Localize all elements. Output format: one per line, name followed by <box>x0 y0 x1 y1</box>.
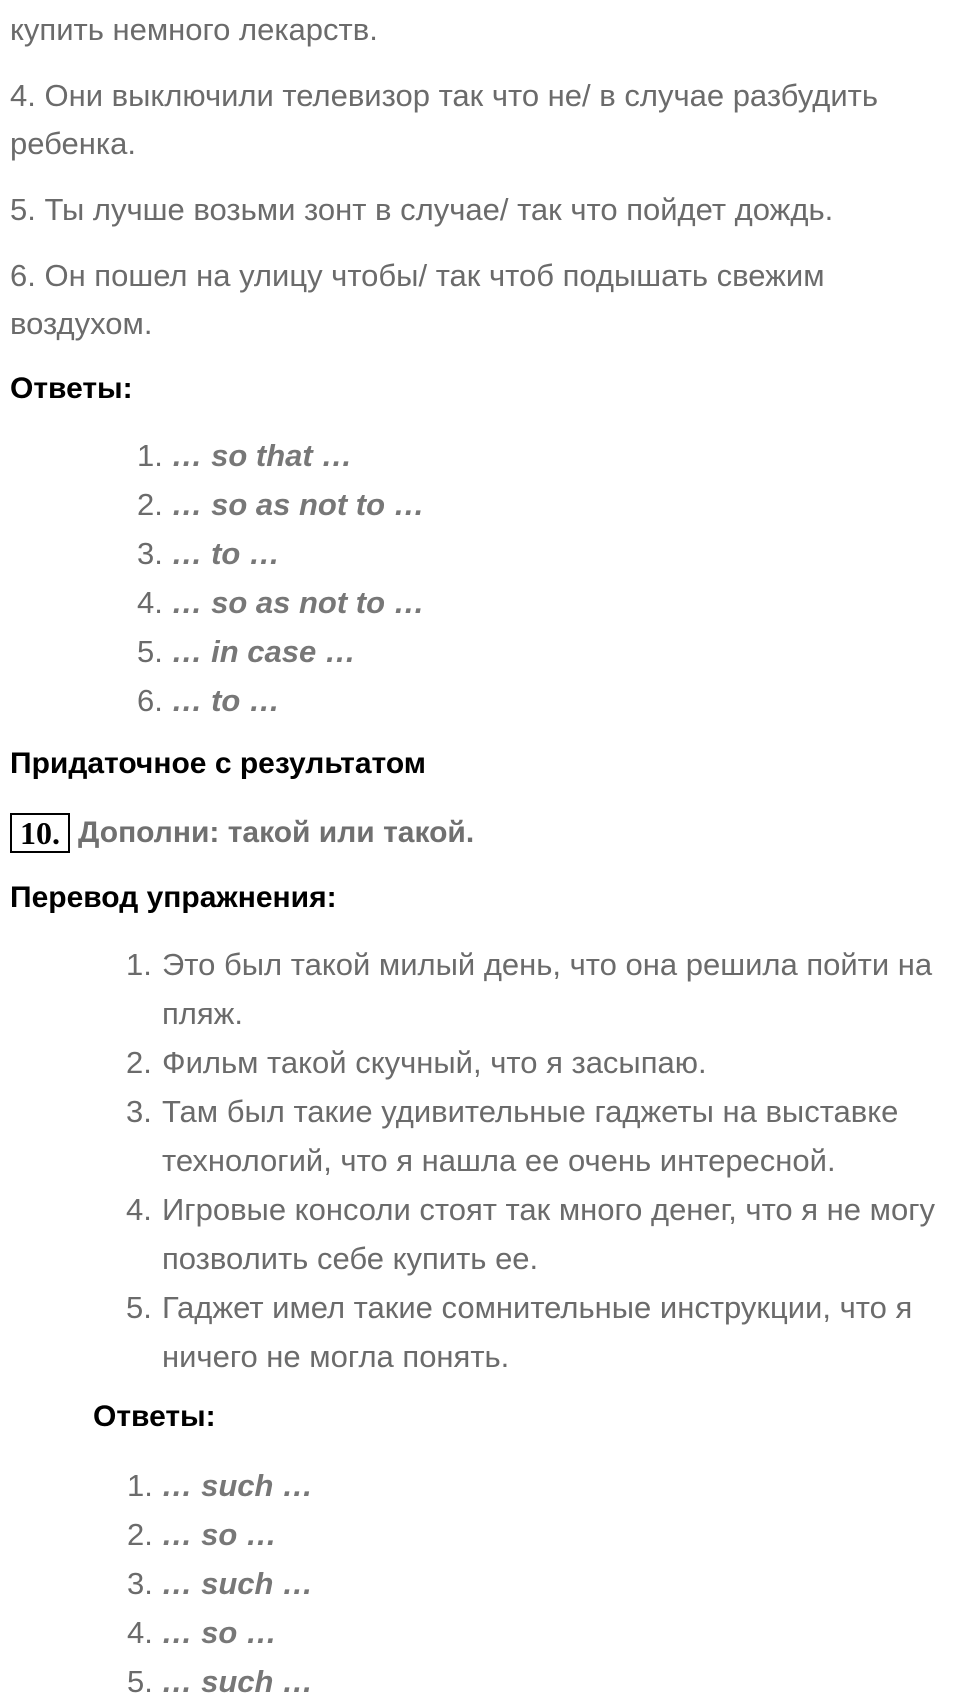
answers-heading: Ответы: <box>10 372 133 405</box>
list-item: 2. … so … <box>127 1517 277 1552</box>
list-item: 2. … so as not to … <box>137 487 425 522</box>
answers-list <box>137 431 425 725</box>
list-item: 3. … such … <box>127 1566 314 1601</box>
exercise-title: Дополни: такой или такой. <box>78 816 475 849</box>
list-item: 6. … to … <box>137 683 280 718</box>
section-heading: Придаточное с результатом <box>10 747 426 780</box>
list-item: 1. Это был такой милый день, что она решила пойти на пляж. <box>126 947 933 1031</box>
translation-list <box>126 940 956 1381</box>
exercise-header <box>10 811 474 855</box>
list-item: 2. Фильм такой скучный, что я засыпаю. <box>126 1045 707 1080</box>
intro-line-5: 5. Ты лучше возьми зонт в случае/ так что пойдет дождь. <box>10 192 834 227</box>
list-item: 1. … so that … <box>137 438 353 473</box>
list-item: 5. … such … <box>127 1664 314 1699</box>
list-item: 4. … so as not to … <box>137 585 425 620</box>
exercise-number: 10. <box>10 813 70 853</box>
list-item: 3. … to … <box>137 536 280 571</box>
list-item: 4. … so … <box>127 1615 277 1650</box>
list-item: 4. Игровые консоли стоят так много денег, что я не могу позволить себе купить ее. <box>126 1192 936 1276</box>
list-item: 5. … in case … <box>137 634 356 669</box>
list-item: 1. … such … <box>127 1468 314 1503</box>
list-item: 5. Гаджет имел такие сомнительные инструкции, что я ничего не могла понять. <box>126 1290 913 1374</box>
intro-line-0: купить немного лекарств. <box>10 12 378 47</box>
answers-list-2 <box>127 1461 313 1706</box>
intro-line-4: 4. Они выключили телевизор так что не/ в случае разбудить ребенка. <box>10 78 878 161</box>
list-item: 3. Там был такие удивительные гаджеты на выставке технологий, что я нашла ее очень интересной. <box>126 1094 899 1178</box>
intro-line-6: 6. Он пошел на улицу чтобы/ так чтоб подышать свежим воздухом. <box>10 258 825 341</box>
translation-heading: Перевод упражнения: <box>10 881 337 914</box>
answers-heading-2: Ответы: <box>93 1400 216 1433</box>
